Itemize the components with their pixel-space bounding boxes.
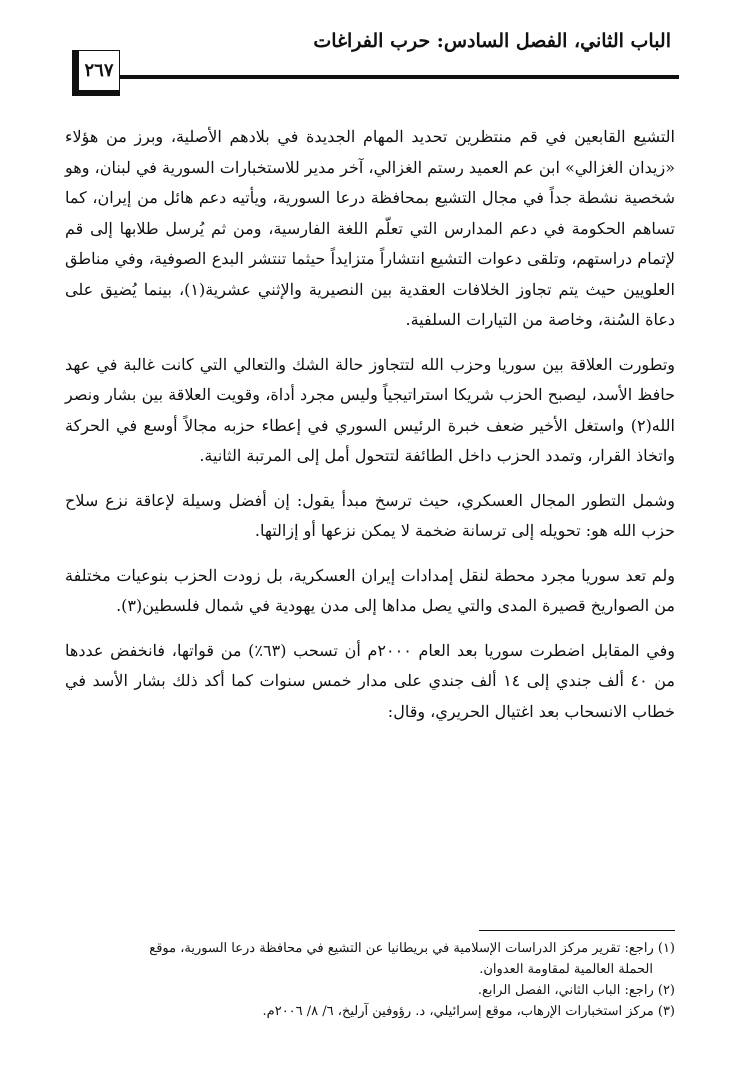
footnotes [65, 938, 675, 1022]
paragraph-2: وتطورت العلاقة بين سوريا وحزب الله لتتجاوز حالة الشك والتعالي التي كانت غالبة في عهد حافظ الأسد، ليصبح الحزب شريكا استراتيجياً وليس مجرد أداة، وقويت العلاقة بين بشار ونصر الله(٢) واستغل الأخير ضعف خبرة الرئيس السوري في إعطاء حزبه مجالاً أوسع في الحركة واتخاذ القرار، وتمدد الحزب داخل الطائفة لتتحول أمل إلى المرتبة الثانية. [65, 354, 675, 465]
footnote-1-continuation: الحملة العالمية لمقاومة العدوان. [479, 962, 653, 977]
paragraph-3: وشمل التطور المجال العسكري، حيث ترسخ مبدأ يقول: إن أفضل وسيلة لإعاقة نزع سلاح حزب الله هو: تحويله إلى ترسانة ضخمة لا يمكن نزعها أو إزالتها. [65, 490, 675, 540]
footnote-rule [479, 930, 675, 931]
footnote-3: (٣) مركز استخبارات الإرهاب، موقع إسرائيلي، د. رؤوفين آرليخ، ٦/ ٨/ ٢٠٠٦م. [262, 1004, 675, 1019]
footnote-2: (٢) راجع: الباب الثاني، الفصل الرابع. [477, 983, 675, 998]
page-number: ٢٦٧ [72, 50, 120, 96]
running-header-title: الباب الثاني، الفصل السادس: حرب الفراغات [313, 30, 671, 52]
body-text [65, 122, 675, 741]
footnote-1: (١) راجع: تقرير مركز الدراسات الإسلامية في بريطانيا عن التشيع في محافظة درعا السورية، موقع [149, 941, 675, 956]
paragraph-4: ولم تعد سوريا مجرد محطة لنقل إمدادات إيران العسكرية، بل زودت الحزب بنوعيات مختلفة من الصواريخ قصيرة المدى والتي يصل مداها إلى مدن يهودية في شمال فلسطين(٣). [65, 565, 675, 615]
paragraph-5: وفي المقابل اضطرت سوريا بعد العام ٢٠٠٠م أن تسحب (٦٣٪) من قواتها، فانخفض عددها من ٤٠ ألف جندي إلى ١٤ ألف جندي على مدار خمس سنوات كما أكد ذلك بشار الأسد في خطاب الانسحاب بعد اغتيال الحريري، وقال: [65, 640, 675, 721]
paragraph-1: التشيع القابعين في قم منتظرين تحديد المهام الجديدة في بلادهم الأصلية، وبرز من هؤلاء «زيدان الغزالي» ابن عم العميد رستم الغزالي، آخر مدير للاستخبارات السورية في لبنان، وهو شخصية نشطة جداً في مجال التشيع بمحافظة درعا السورية، ويأتيه دعم هائل من إيران، كما تساهم الحكومة في دعم المدارس التي تعلّم اللغة الفارسية، ومن ثم يُرسل طلابها إلى قم لإتمام دراستهم، وتلقى دعوات التشيع انتشاراً متزايداً حيثما تنتشر البدع الصوفية، وفي مناطق العلويين حيث يتم تجاوز الخلافات العقدية بين النصيرية والإثني عشرية(١)، بينما يُضيق على دعاة السُنة، وخاصة من التيارات السلفية. [65, 127, 676, 329]
header-rule [120, 75, 679, 79]
